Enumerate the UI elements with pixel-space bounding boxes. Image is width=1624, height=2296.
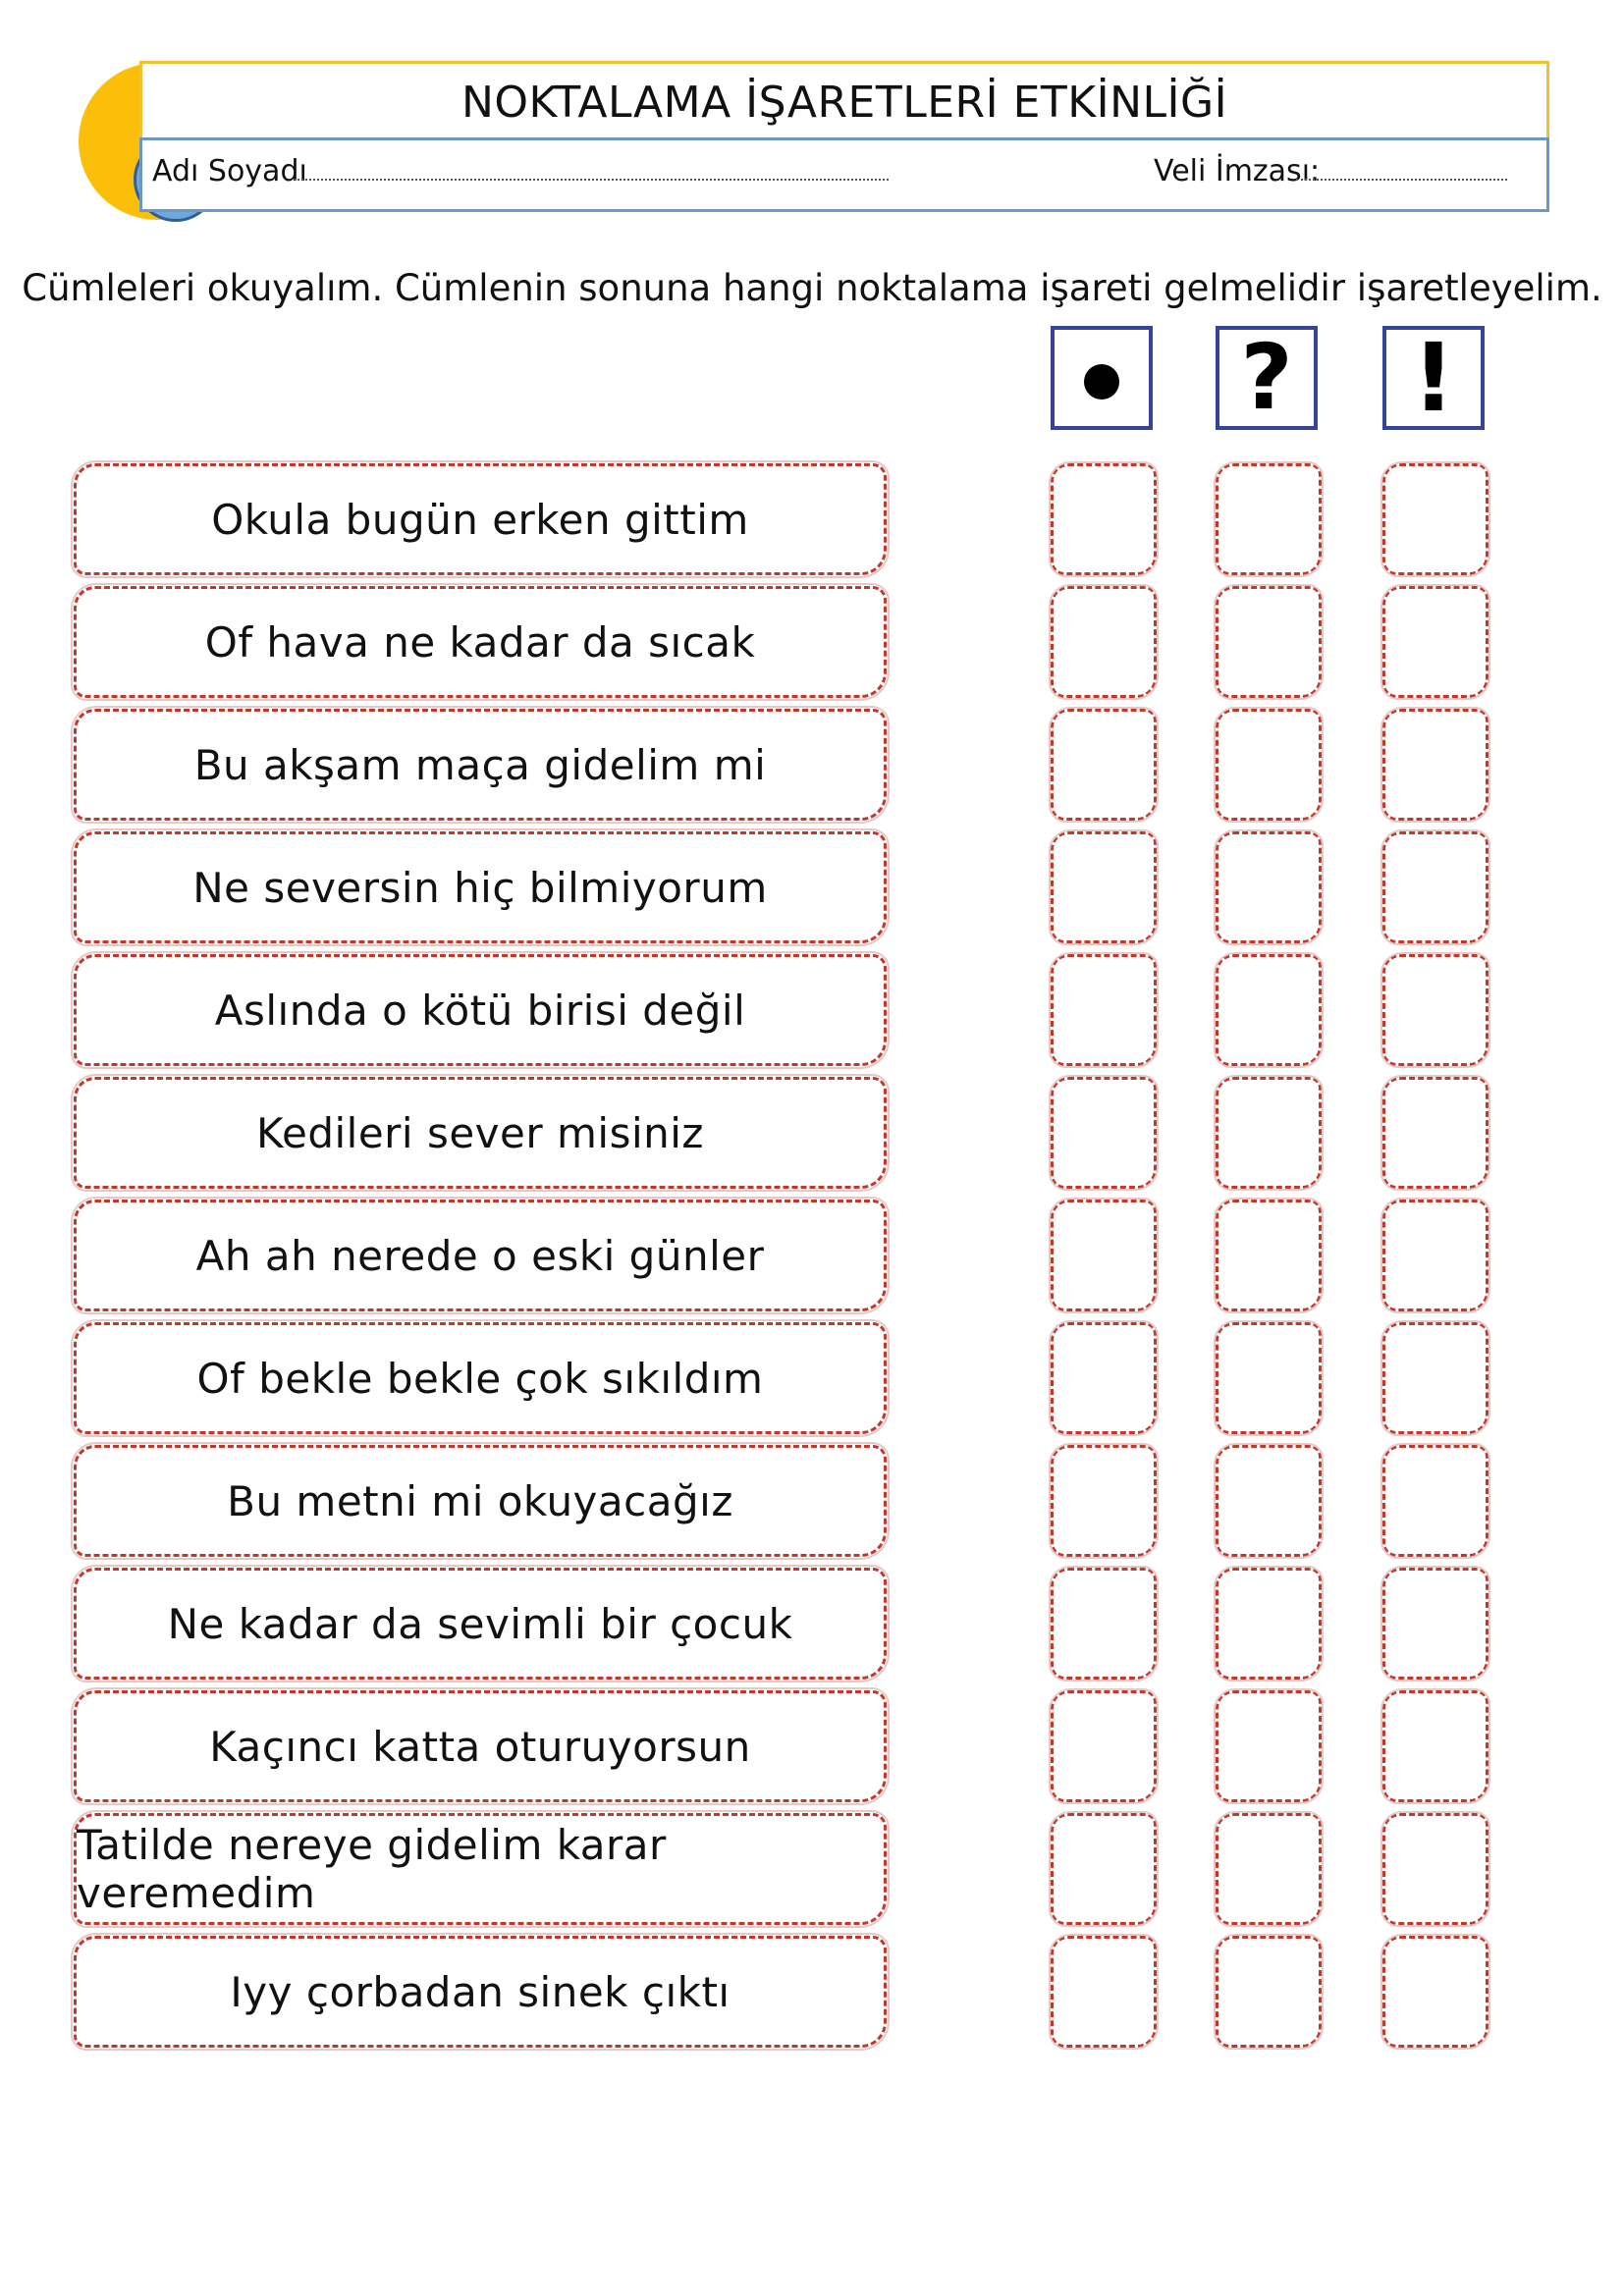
exclamation-checkbox[interactable] bbox=[1382, 709, 1489, 821]
exclamation-checkbox[interactable] bbox=[1382, 1936, 1489, 2048]
exclamation-checkbox[interactable] bbox=[1382, 1813, 1489, 1925]
exercise-row bbox=[0, 709, 1624, 821]
period-checkbox[interactable] bbox=[1051, 709, 1157, 821]
name-label: Adı Soyadı bbox=[152, 154, 307, 188]
sentence-box: Of bekle bekle çok sıkıldım bbox=[74, 1322, 887, 1434]
exercise-row bbox=[0, 1077, 1624, 1189]
exercise-row bbox=[0, 1936, 1624, 2048]
question-mark-icon: ? bbox=[1240, 325, 1293, 430]
exclamation-checkbox[interactable] bbox=[1382, 1077, 1489, 1189]
instruction-text: Cümleleri okuyalım. Cümlenin sonuna hangi noktalama işareti gelmelidir işaretleyelim. bbox=[22, 267, 1602, 309]
question-checkbox[interactable] bbox=[1216, 463, 1322, 575]
period-checkbox[interactable] bbox=[1051, 586, 1157, 698]
period-checkbox[interactable] bbox=[1051, 1200, 1157, 1311]
exercise-row bbox=[0, 1200, 1624, 1311]
exclamation-checkbox[interactable] bbox=[1382, 1690, 1489, 1802]
exercise-row bbox=[0, 1568, 1624, 1680]
sentence-box: Of hava ne kadar da sıcak bbox=[74, 586, 887, 698]
question-checkbox[interactable] bbox=[1216, 954, 1322, 1066]
exercise-row bbox=[0, 1445, 1624, 1557]
sentence-box: Bu akşam maça gidelim mi bbox=[74, 709, 887, 821]
exercise-row bbox=[0, 586, 1624, 698]
period-checkbox[interactable] bbox=[1051, 1568, 1157, 1680]
period-checkbox[interactable] bbox=[1051, 1077, 1157, 1189]
exercise-row bbox=[0, 1813, 1624, 1925]
sentence-box: Okula bugün erken gittim bbox=[74, 463, 887, 575]
exclamation-mark-icon: ! bbox=[1412, 323, 1455, 433]
sentence-box: Kaçıncı katta oturuyorsun bbox=[74, 1690, 887, 1802]
question-checkbox[interactable] bbox=[1216, 1936, 1322, 2048]
exclamation-checkbox[interactable] bbox=[1382, 954, 1489, 1066]
period-checkbox[interactable] bbox=[1051, 1813, 1157, 1925]
period-checkbox[interactable] bbox=[1051, 1936, 1157, 2048]
exercise-row bbox=[0, 1322, 1624, 1434]
question-checkbox[interactable] bbox=[1216, 1077, 1322, 1189]
question-checkbox[interactable] bbox=[1216, 586, 1322, 698]
period-checkbox[interactable] bbox=[1051, 954, 1157, 1066]
exercise-row bbox=[0, 1690, 1624, 1802]
sentence-box: Ne seversin hiç bilmiyorum bbox=[74, 831, 887, 943]
exclamation-checkbox[interactable] bbox=[1382, 1200, 1489, 1311]
question-checkbox[interactable] bbox=[1216, 1568, 1322, 1680]
question-checkbox[interactable] bbox=[1216, 1445, 1322, 1557]
period-checkbox[interactable] bbox=[1051, 1445, 1157, 1557]
question-checkbox[interactable] bbox=[1216, 1322, 1322, 1434]
exclamation-checkbox[interactable] bbox=[1382, 586, 1489, 698]
sentence-box: Aslında o kötü birisi değil bbox=[74, 954, 887, 1066]
exclamation-checkbox[interactable] bbox=[1382, 1568, 1489, 1680]
sentence-box: Ah ah nerede o eski günler bbox=[74, 1200, 887, 1311]
question-checkbox[interactable] bbox=[1216, 1690, 1322, 1802]
period-checkbox[interactable] bbox=[1051, 463, 1157, 575]
exclamation-checkbox[interactable] bbox=[1382, 831, 1489, 943]
question-checkbox[interactable] bbox=[1216, 831, 1322, 943]
question-checkbox[interactable] bbox=[1216, 709, 1322, 821]
page-title: NOKTALAMA İŞARETLERİ ETKİNLİĞİ bbox=[460, 77, 1228, 128]
exclamation-checkbox[interactable] bbox=[1382, 1445, 1489, 1557]
exclamation-checkbox[interactable] bbox=[1382, 1322, 1489, 1434]
exercise-row bbox=[0, 954, 1624, 1066]
exercise-row bbox=[0, 831, 1624, 943]
question-checkbox[interactable] bbox=[1216, 1200, 1322, 1311]
exclamation-checkbox[interactable] bbox=[1382, 463, 1489, 575]
period-checkbox[interactable] bbox=[1051, 1322, 1157, 1434]
sentence-box: Ne kadar da sevimli bir çocuk bbox=[74, 1568, 887, 1680]
sentence-box: Iyy çorbadan sinek çıktı bbox=[74, 1936, 887, 2048]
question-checkbox[interactable] bbox=[1216, 1813, 1322, 1925]
sentence-box: Bu metni mi okuyacağız bbox=[74, 1445, 887, 1557]
exercise-row bbox=[0, 463, 1624, 575]
sentence-box: Kedileri sever misiniz bbox=[74, 1077, 887, 1189]
parent-signature-label: Veli İmzası: bbox=[1154, 154, 1321, 188]
period-checkbox[interactable] bbox=[1051, 1690, 1157, 1802]
sentence-box: Tatilde nereye gidelim karar veremedim bbox=[74, 1813, 887, 1925]
period-checkbox[interactable] bbox=[1051, 831, 1157, 943]
